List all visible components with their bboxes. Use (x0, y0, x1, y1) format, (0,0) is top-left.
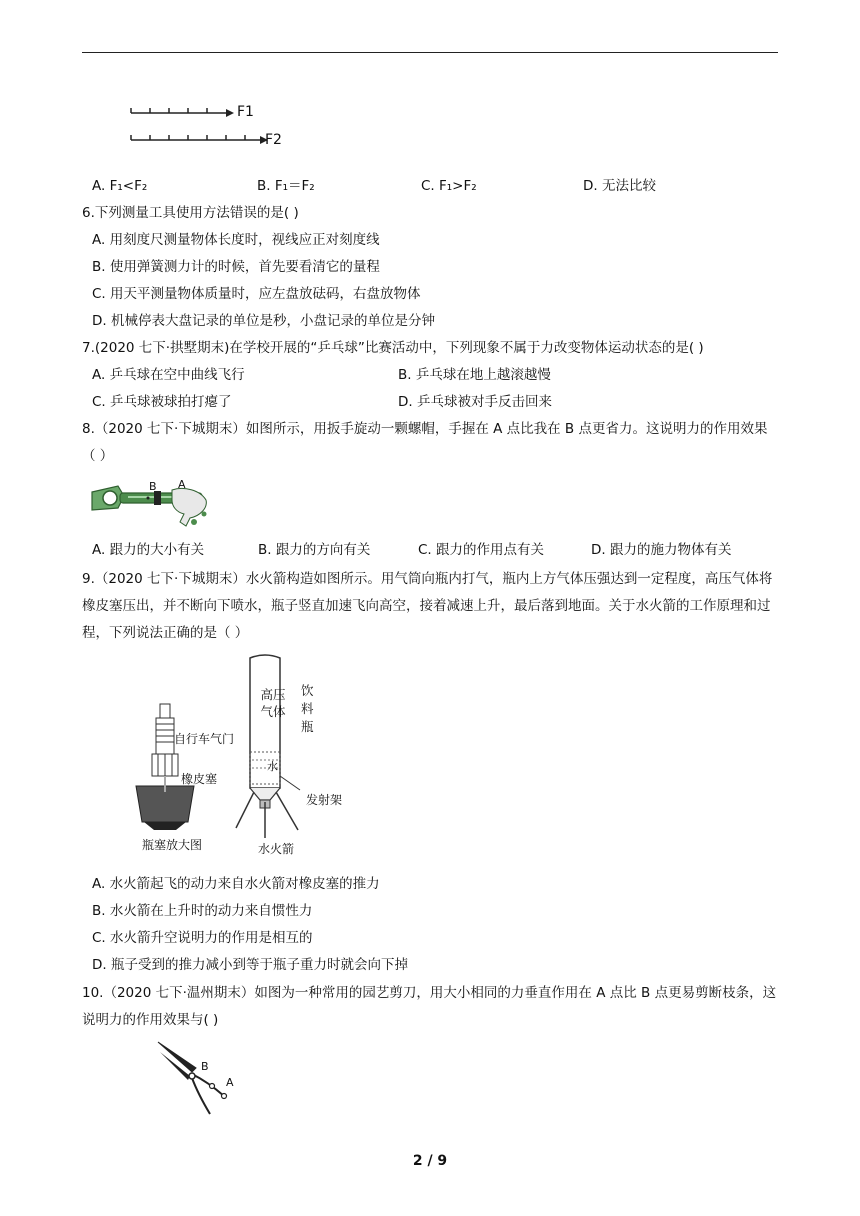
q7-option-d[interactable]: D. 乒乓球被对手反击回来 (398, 394, 552, 410)
header-rule (82, 52, 778, 53)
label-rubber-stopper: 橡皮塞 (181, 772, 218, 786)
label-water-rocket: 水火箭 (258, 842, 295, 856)
q6-stem: 6.下列测量工具使用方法错误的是( ) (82, 205, 299, 221)
q7-option-b[interactable]: B. 乒乓球在地上越滚越慢 (398, 367, 551, 383)
label-high-pressure-gas: 高压气体 (260, 687, 286, 719)
shears-label-b: B (201, 1060, 209, 1073)
q6-option-b[interactable]: B. 使用弹簧测力计的时候，首先要看清它的量程 (92, 259, 380, 275)
q5-option-a[interactable]: A. F₁<F₂ (92, 178, 148, 194)
label-water: 水 (267, 760, 278, 773)
q6-option-d[interactable]: D. 机械停表大盘记录的单位是秒，小盘记录的单位是分钟 (92, 313, 435, 329)
f1-label: F1 (237, 104, 254, 120)
q8-option-b[interactable]: B. 跟力的方向有关 (258, 542, 371, 558)
q9-option-a[interactable]: A. 水火箭起飞的动力来自水火箭对橡皮塞的推力 (92, 876, 380, 892)
q9-option-c[interactable]: C. 水火箭升空说明力的作用是相互的 (92, 930, 313, 946)
shears-label-a: A (226, 1076, 234, 1089)
wrench-label-b: B (149, 480, 157, 493)
label-drink-bottle: 饮料瓶 (301, 683, 314, 734)
q9-option-b[interactable]: B. 水火箭在上升时的动力来自惯性力 (92, 903, 313, 919)
label-stopper-enlarged: 瓶塞放大图 (142, 838, 203, 852)
label-bike-valve: 自行车气门 (174, 732, 235, 746)
q9-option-d[interactable]: D. 瓶子受到的推力减小到等于瓶子重力时就会向下掉 (92, 957, 408, 973)
label-launch-stand: 发射架 (306, 793, 343, 807)
f2-label: F2 (265, 132, 282, 148)
q6-option-a[interactable]: A. 用刻度尺测量物体长度时，视线应正对刻度线 (92, 232, 380, 248)
q5-option-c[interactable]: C. F₁>F₂ (421, 178, 477, 194)
q9-stem: 9.（2020 七下·下城期末）水火箭构造如图所示。用气筒向瓶内打气，瓶内上方气体压强达到一定程度，高压气体将橡皮塞压出，并不断向下喷水，瓶子竖直加速飞向高空，接着减速上升，最后落到地面。关于水火箭的工作原理和过程，下列说法正确的是（ ） (82, 571, 773, 641)
q5-option-b[interactable]: B. F₁＝F₂ (257, 178, 315, 194)
q7-stem: 7.(2020 七下·拱墅期末)在学校开展的“乒乓球”比赛活动中，下列现象不属于力改变物体运动状态的是( ) (82, 340, 704, 356)
wrench-label-a: A (178, 478, 186, 491)
q7-option-a[interactable]: A. 乒乓球在空中曲线飞行 (92, 367, 245, 383)
water-rocket-figure (130, 652, 360, 862)
q8-option-d[interactable]: D. 跟力的施力物体有关 (591, 542, 732, 558)
q5-option-d[interactable]: D. 无法比较 (583, 178, 656, 194)
q7-option-c[interactable]: C. 乒乓球被球拍打瘪了 (92, 394, 232, 410)
q10-stem: 10.（2020 七下·温州期末）如图为一种常用的园艺剪刀，用大小相同的力垂直作用在 A 点比 B 点更易剪断枝条，这说明力的作用效果与( ) (82, 985, 777, 1028)
q8-option-a[interactable]: A. 跟力的大小有关 (92, 542, 205, 558)
page-number: 2 / 9 (412, 1153, 448, 1169)
q8-option-c[interactable]: C. 跟力的作用点有关 (418, 542, 545, 558)
q8-stem: 8.（2020 七下·下城期末）如图所示，用扳手旋动一颗螺帽，手握在 A 点比我在 B 点更省力。这说明力的作用效果（ ） (82, 421, 768, 464)
q6-option-c[interactable]: C. 用天平测量物体质量时，应左盘放砝码，右盘放物体 (92, 286, 421, 302)
